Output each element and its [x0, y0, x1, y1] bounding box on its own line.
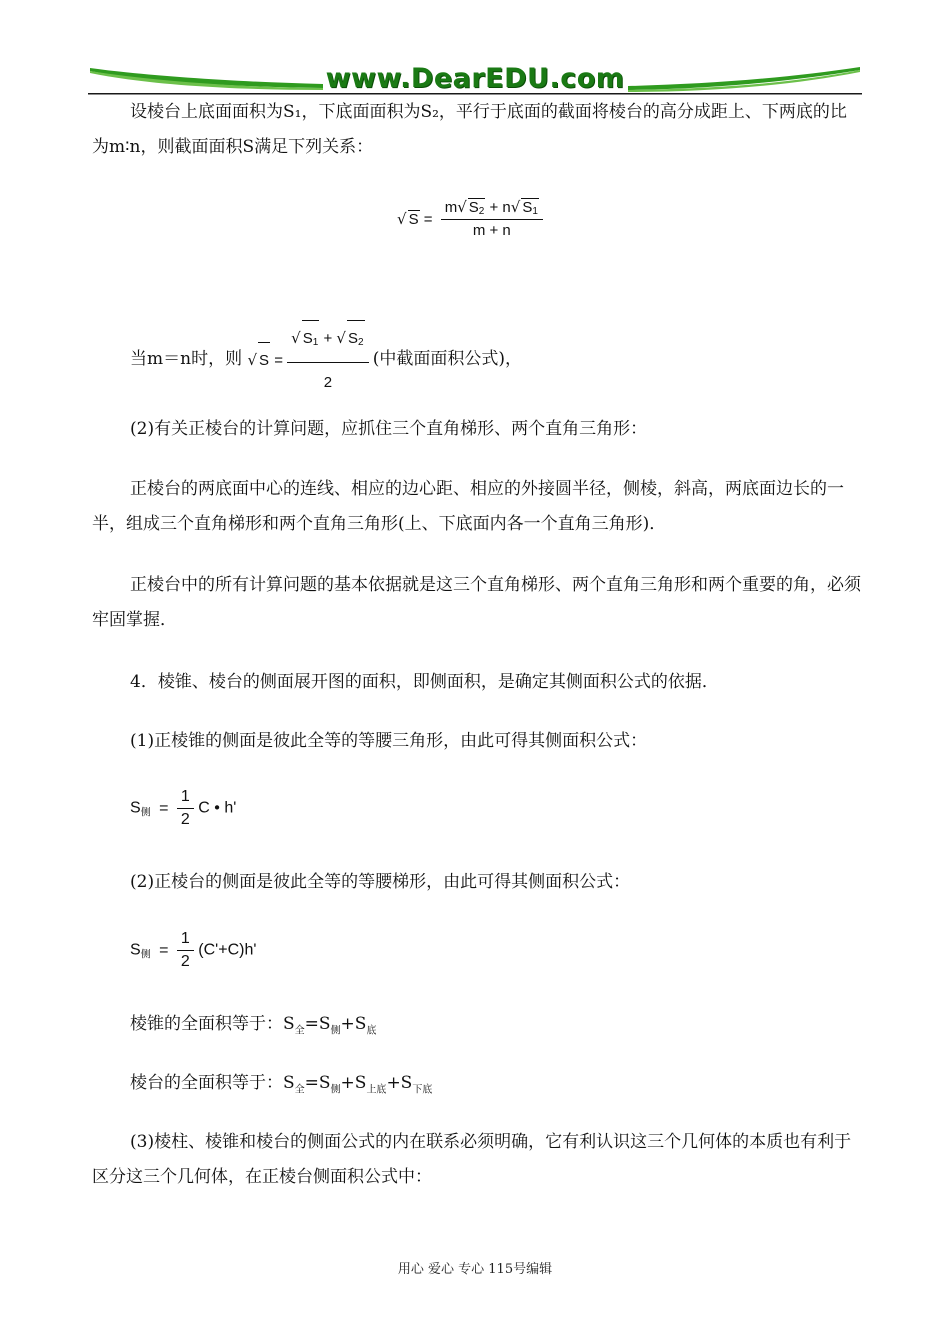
- midsection-suffix: (中截面面积公式)，: [372, 348, 522, 369]
- formula-pyramid-lateral-area: S侧 = $\frac{1}{2}$ C • h': [130, 788, 237, 828]
- paragraph-pyramid-lateral: (1)正棱锥的侧面是彼此全等的等腰三角形，由此可得其侧面积公式：: [130, 731, 648, 751]
- paragraph-pyramid-total-area: 棱锥的全面积等于：$S_全=S_侧+S_底$: [130, 1014, 377, 1037]
- paragraph-frustum-section-area: 设棱台上底面面积为S₁，下底面面积为S₂，平行于底面的截面将棱台的高分成距上、下两底的比为m∶n，则截面面积S满足下列关系：: [92, 102, 847, 157]
- paragraph-lateral-formula-relation: (3)棱柱、棱锥和棱台的侧面公式的内在联系必须明确，它有利认识这三个几何体的本质也有利于区分这三个几何体，在正棱台侧面积公式中：: [92, 1132, 852, 1187]
- site-logo-text[interactable]: www.DearEDU.com: [325, 63, 625, 94]
- paragraph-lateral-area-intro: 4．棱锥、棱台的侧面展开图的面积，即侧面积，是确定其侧面积公式的依据．: [130, 672, 719, 692]
- paragraph-regular-frustum-calc: (2)有关正棱台的计算问题，应抓住三个直角梯形、两个直角三角形：: [130, 419, 648, 439]
- paragraph-midsection-formula: [92, 320, 862, 400]
- formula-section-area: √ S = $\frac{m√ S_2 + n√ S_1}{m + n}$: [397, 198, 543, 239]
- paragraph-right-trapezoids: 正棱台的两底面中心的连线、相应的边心距、相应的外接圆半径，侧棱，斜高，两底面边长的一半，组成三个直角梯形和两个直角三角形(上、下底面内各一个直角三角形)．: [92, 479, 844, 534]
- paragraph-basic-basis: 正棱台中的所有计算问题的基本依据就是这三个直角梯形、两个直角三角形和两个重要的角，必须牢固掌握．: [92, 575, 861, 630]
- formula-midsection: √ S = $\frac{√ S_1 + √ S_2}{2}$: [247, 351, 372, 368]
- page-footer: 用心 爱心 专心 115号编辑: [397, 1262, 553, 1277]
- formula-denominator: m + n: [472, 222, 511, 239]
- paragraph-frustum-lateral: (2)正棱台的侧面是彼此全等的等腰梯形，由此可得其侧面积公式：: [130, 872, 631, 892]
- formula-frustum-lateral-area: S侧 = $\frac{1}{2}$ (C'+C)h': [130, 930, 257, 970]
- midsection-prefix: 当m＝n时，则: [130, 348, 243, 369]
- site-header-banner: [88, 62, 862, 96]
- paragraph-frustum-total-area: 棱台的全面积等于：$S_全=S_侧+S_{上底}+S_{下底}$: [130, 1073, 433, 1096]
- midsection-denominator: 2: [323, 374, 333, 391]
